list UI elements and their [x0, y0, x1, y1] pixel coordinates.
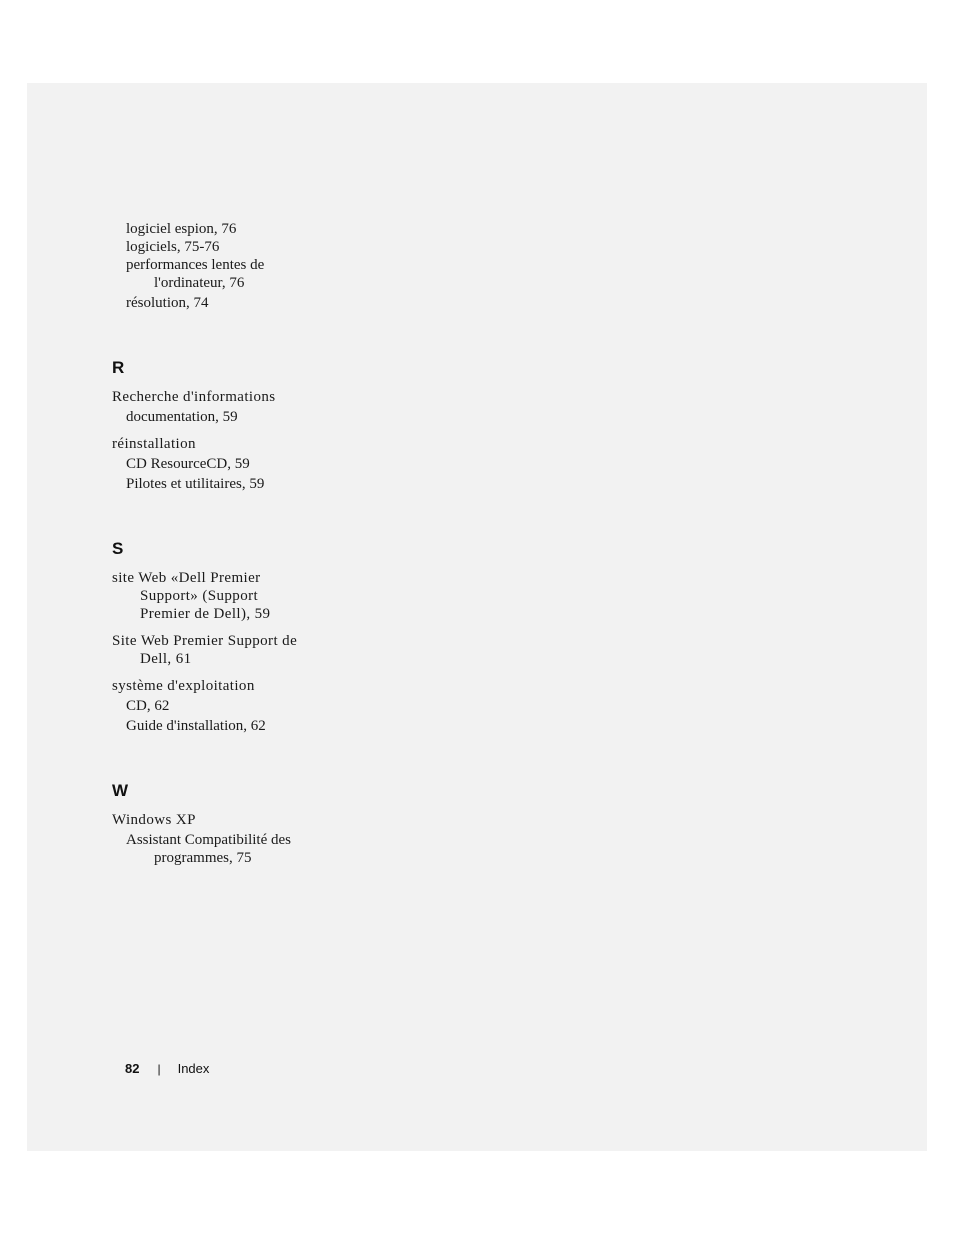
index-column [112, 220, 352, 867]
page-number: 82 [125, 1061, 140, 1076]
section-letter: R [112, 358, 125, 377]
index-subentry: performances lentes de [126, 257, 265, 273]
section-letter: S [112, 539, 124, 558]
index-subentry: logiciel espion, 76 [126, 221, 237, 237]
index-page [27, 83, 927, 1151]
section-letter: W [112, 781, 129, 800]
index-entry: Site Web Premier Support de [112, 633, 298, 649]
index-subentry: Pilotes et utilitaires, 59 [126, 476, 265, 492]
page-footer [125, 1061, 209, 1076]
index-entry: système d'exploitation [112, 678, 255, 694]
index-subentry: résolution, 74 [126, 295, 209, 311]
index-subentry: CD ResourceCD, 59 [126, 456, 250, 472]
index-entry: Recherche d'informations [112, 389, 276, 405]
index-entry-continuation: Premier de Dell), 59 [140, 606, 271, 622]
index-subentry: Assistant Compatibilité des [126, 832, 291, 848]
index-subentry: logiciels, 75-76 [126, 239, 220, 255]
index-continued-entries [112, 220, 352, 312]
index-entry-continuation: Support» (Support [140, 588, 259, 604]
index-entry-continuation: Dell, 61 [140, 651, 192, 667]
index-entry: réinstallation [112, 436, 196, 452]
index-section-r [112, 358, 352, 493]
index-section-s [112, 539, 352, 735]
index-subentry: Guide d'installation, 62 [126, 718, 266, 734]
footer-separator: | [157, 1062, 161, 1076]
footer-section-title: Index [177, 1061, 210, 1076]
index-subentry: documentation, 59 [126, 409, 238, 425]
index-entry: site Web «Dell Premier [112, 570, 261, 586]
index-subentry-continuation: l'ordinateur, 76 [154, 275, 245, 291]
index-subentry: CD, 62 [126, 698, 170, 714]
index-entry: Windows XP [112, 812, 196, 828]
index-section-w [112, 781, 352, 867]
index-subentry-continuation: programmes, 75 [154, 850, 252, 866]
